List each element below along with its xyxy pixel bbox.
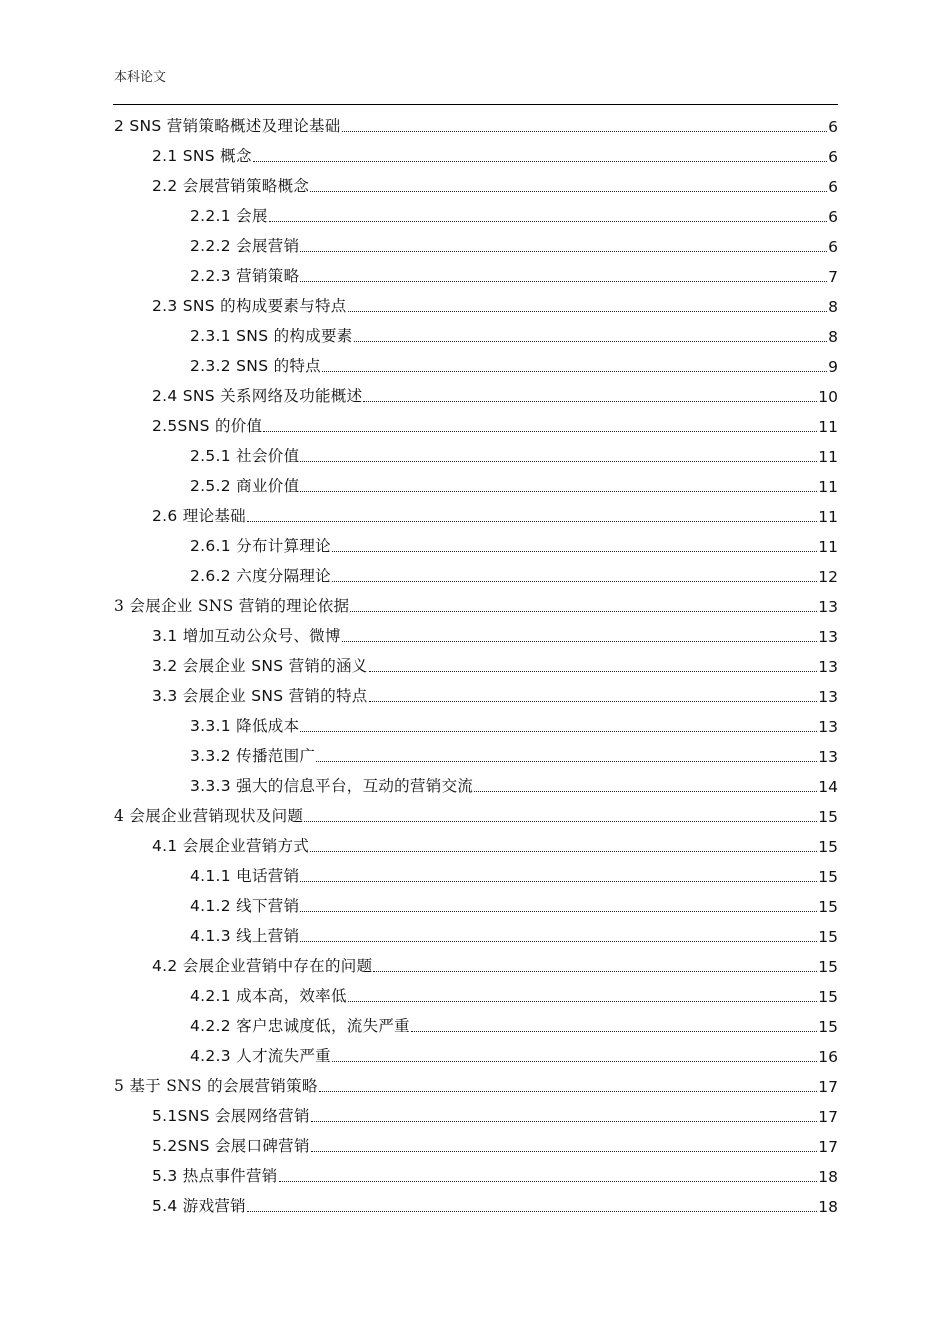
toc-entry-line [114,806,838,826]
dot-leader [332,551,817,552]
toc-entry-page-number: 11 [818,418,838,436]
toc-entry-title: 4.1 会展企业营销方式 [152,837,310,855]
toc-entry[interactable] [0,561,950,591]
toc-entry[interactable] [0,1041,950,1071]
toc-entry-line [152,1136,838,1156]
toc-entry-page-number: 6 [828,238,838,256]
toc-entry[interactable] [0,921,950,951]
toc-entry-title: 4.1.3 线上营销 [190,927,300,945]
header-rule [113,104,838,105]
toc-entry[interactable] [0,741,950,771]
dot-leader [350,611,817,612]
dot-leader [342,641,817,642]
toc-entry-page-number: 17 [818,1138,838,1156]
toc-entry[interactable] [0,441,950,471]
toc-entry[interactable] [0,891,950,921]
toc-entry-page-number: 15 [818,958,838,976]
toc-entry[interactable] [0,351,950,381]
toc-entry-title: 5 基于 SNS 的会展营销策略 [114,1077,318,1095]
toc-entry-title: 2.3.2 SNS 的特点 [190,357,321,375]
toc-entry[interactable] [0,171,950,201]
toc-entry-page-number: 15 [818,1018,838,1036]
toc-entry-page-number: 7 [828,268,838,286]
toc-entry-page-number: 6 [828,148,838,166]
toc-entry-line [114,596,838,616]
toc-entry-title: 2.1 SNS 概念 [152,147,252,165]
toc-entry-line [152,1166,838,1186]
toc-entry[interactable] [0,321,950,351]
toc-entry-page-number: 15 [818,838,838,856]
toc-entry-title: 3.3.1 降低成本 [190,717,300,735]
toc-entry-title: 5.4 游戏营销 [152,1197,246,1215]
toc-entry-page-number: 11 [818,538,838,556]
dot-leader [304,821,817,822]
toc-entry-page-number: 17 [818,1108,838,1126]
toc-entry-page-number: 11 [818,478,838,496]
toc-entry[interactable] [0,771,950,801]
dot-leader [332,581,817,582]
toc-entry[interactable] [0,501,950,531]
toc-entry[interactable] [0,1131,950,1161]
toc-entry-page-number: 8 [828,298,838,316]
toc-entry-title: 4 会展企业营销现状及问题 [114,807,304,825]
toc-entry-title: 4.2.2 客户忠诚度低，流失严重 [190,1017,410,1035]
dot-leader [311,1121,818,1122]
toc-entry-line [114,1076,838,1096]
dot-leader [332,1061,817,1062]
toc-entry-line [152,836,838,856]
toc-entry-line [152,416,838,436]
toc-entry[interactable] [0,1161,950,1191]
toc-entry-line [190,326,838,346]
toc-entry[interactable] [0,531,950,561]
toc-entry-page-number: 8 [828,328,838,346]
toc-entry-title: 3.3 会展企业 SNS 营销的特点 [152,687,368,705]
toc-entry[interactable] [0,681,950,711]
dot-leader [310,191,827,192]
toc-entry[interactable] [0,111,950,141]
toc-entry-title: 4.1.2 线下营销 [190,897,300,915]
toc-entry-title: 2.3.1 SNS 的构成要素 [190,327,353,345]
toc-entry-page-number: 15 [818,808,838,826]
toc-entry-page-number: 15 [818,898,838,916]
toc-entry-line [152,956,838,976]
toc-entry-line [152,656,838,676]
dot-leader [300,881,817,882]
dot-leader [300,461,817,462]
dot-leader [373,971,817,972]
toc-entry[interactable] [0,1071,950,1101]
toc-entry[interactable] [0,981,950,1011]
toc-entry-title: 3.3.3 强大的信息平台，互动的营销交流 [190,777,474,795]
toc-entry-page-number: 6 [828,178,838,196]
dot-leader [279,1181,818,1182]
toc-entry[interactable] [0,711,950,741]
toc-entry-page-number: 6 [828,118,838,136]
toc-entry[interactable] [0,231,950,261]
toc-entry-line [190,1016,838,1036]
toc-entry[interactable] [0,381,950,411]
toc-entry-page-number: 15 [818,988,838,1006]
toc-entry-line [152,386,838,406]
dot-leader [316,761,817,762]
toc-entry-page-number: 13 [818,658,838,676]
toc-entry-title: 4.2.3 人才流失严重 [190,1047,331,1065]
toc-entry-page-number: 13 [818,628,838,646]
toc-entry-line [190,926,838,946]
dot-leader [300,941,817,942]
dot-leader [310,851,817,852]
dot-leader [253,161,827,162]
toc-entry-line [152,1106,838,1126]
dot-leader [411,1031,817,1032]
dot-leader [263,431,817,432]
toc-entry-page-number: 13 [818,598,838,616]
dot-leader [319,1091,818,1092]
toc-entry-title: 2.5.2 商业价值 [190,477,300,495]
toc-entry-line [190,536,838,556]
toc-entry[interactable] [0,861,950,891]
toc-entry[interactable] [0,471,950,501]
dot-leader [369,701,818,702]
toc-entry-page-number: 18 [818,1168,838,1186]
toc-entry[interactable] [0,801,950,831]
dot-leader [247,1211,817,1212]
dot-leader [348,1001,817,1002]
toc-entry-page-number: 11 [818,448,838,466]
toc-entry-line [190,776,838,796]
toc-entry-page-number: 11 [818,508,838,526]
toc-entry-title: 2.5SNS 的价值 [152,417,263,435]
toc-entry-title: 2.6.1 分布计算理论 [190,537,331,555]
toc-entry-line [152,146,838,166]
toc-entry-line [190,866,838,886]
toc-entry-line [190,446,838,466]
dot-leader [269,221,827,222]
toc-entry-page-number: 15 [818,868,838,886]
dot-leader [300,281,827,282]
dot-leader [247,521,817,522]
toc-entry[interactable] [0,1011,950,1041]
toc-entry[interactable] [0,411,950,441]
toc-entry[interactable] [0,621,950,651]
dot-leader [354,341,828,342]
toc-entry-page-number: 15 [818,928,838,946]
toc-entry-line [190,476,838,496]
toc-entry-line [152,626,838,646]
dot-leader [300,731,817,732]
dot-leader [348,311,828,312]
dot-leader [311,1151,818,1152]
toc-entry[interactable] [0,261,950,291]
toc-entry-page-number: 16 [818,1048,838,1066]
toc-entry-title: 2.2.1 会展 [190,207,268,225]
toc-entry[interactable] [0,1101,950,1131]
toc-entry-line [114,116,838,136]
toc-entry-title: 4.2.1 成本高，效率低 [190,987,347,1005]
toc-entry[interactable] [0,651,950,681]
toc-entry-line [190,236,838,256]
toc-entry-line [190,746,838,766]
toc-entry-line [190,986,838,1006]
toc-entry[interactable] [0,591,950,621]
toc-entry-title: 2.6 理论基础 [152,507,246,525]
toc-entry-line [190,716,838,736]
toc-entry-title: 2.4 SNS 关系网络及功能概述 [152,387,363,405]
toc-entry-title: 4.1.1 电话营销 [190,867,300,885]
toc-entry-page-number: 17 [818,1078,838,1096]
toc-entry-title: 2.6.2 六度分隔理论 [190,567,331,585]
table-of-contents [0,111,950,1221]
toc-entry-title: 5.1SNS 会展网络营销 [152,1107,310,1125]
toc-entry-line [190,566,838,586]
dot-leader [300,251,827,252]
dot-leader [300,491,817,492]
dot-leader [300,911,817,912]
toc-entry-line [190,896,838,916]
toc-entry-page-number: 9 [828,358,838,376]
toc-entry-title: 3.1 增加互动公众号、微博 [152,627,341,645]
toc-entry-title: 2 SNS 营销策略概述及理论基础 [114,117,341,135]
toc-entry-page-number: 13 [818,718,838,736]
toc-entry-line [152,296,838,316]
toc-entry-title: 2.2.3 营销策略 [190,267,300,285]
toc-entry-line [152,506,838,526]
toc-entry-line [152,176,838,196]
toc-entry-page-number: 6 [828,208,838,226]
dot-leader [369,671,818,672]
toc-entry-line [152,686,838,706]
toc-entry-line [190,206,838,226]
toc-entry-page-number: 13 [818,748,838,766]
dot-leader [322,371,827,372]
toc-entry-page-number: 10 [818,388,838,406]
toc-entry-title: 4.2 会展企业营销中存在的问题 [152,957,373,975]
toc-entry-title: 5.2SNS 会展口碑营销 [152,1137,310,1155]
toc-entry-title: 2.2 会展营销策略概念 [152,177,310,195]
toc-entry-line [152,1196,838,1216]
toc-entry[interactable] [0,201,950,231]
toc-entry[interactable] [0,831,950,861]
toc-entry[interactable] [0,141,950,171]
toc-entry-line [190,1046,838,1066]
toc-entry-page-number: 14 [818,778,838,796]
toc-entry-title: 3.3.2 传播范围广 [190,747,316,765]
toc-entry-title: 2.2.2 会展营销 [190,237,300,255]
toc-entry-title: 2.5.1 社会价值 [190,447,300,465]
toc-entry-title: 2.3 SNS 的构成要素与特点 [152,297,347,315]
toc-entry-title: 3.2 会展企业 SNS 营销的涵义 [152,657,368,675]
dot-leader [342,131,828,132]
toc-entry[interactable] [0,1191,950,1221]
toc-entry-title: 5.3 热点事件营销 [152,1167,278,1185]
running-header: 本科论文 [114,70,167,85]
toc-entry[interactable] [0,951,950,981]
dot-leader [474,791,817,792]
toc-entry-page-number: 13 [818,688,838,706]
toc-entry-line [190,356,838,376]
toc-entry-line [190,266,838,286]
toc-entry-title: 3 会展企业 SNS 营销的理论依据 [114,597,350,615]
toc-entry-page-number: 12 [818,568,838,586]
toc-entry[interactable] [0,291,950,321]
dot-leader [363,401,817,402]
toc-entry-page-number: 18 [818,1198,838,1216]
